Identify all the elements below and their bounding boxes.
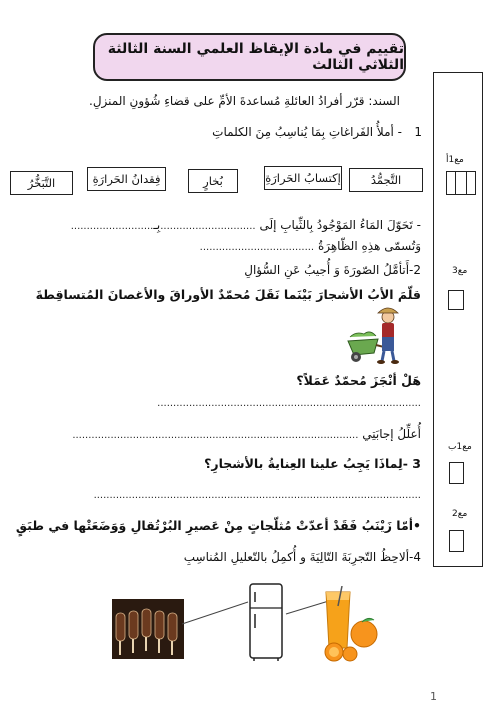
score-cell[interactable] [446, 171, 456, 195]
q1-sentence-1-start: - تَحَوّلَ المَاءُ المَوْجُودُ بِالثِّيابِ إلَى [259, 218, 421, 232]
q1-blank-3[interactable]: .................................... [199, 242, 315, 253]
connector-line [180, 598, 250, 628]
q4-scenario: •أمّا زَيْنَبُ فَقَدْ أعدّتْ مُثلّجاتٍ مِنْ عَصيرِ البُرْتُقالِ وَوَضَعَتْها في طبَقٍ [15, 518, 421, 533]
criterion-score-box-3[interactable] [448, 290, 464, 310]
q1-blank-1[interactable]: .............................. [160, 221, 256, 232]
q1-sentence-2 [200, 239, 421, 253]
q1-sentence-1 [71, 218, 421, 232]
q3-question: 3 -لِماذَا يَجِبُ علينا العِنايةُ بالأشجارِ؟ [204, 456, 421, 471]
q4-instruction: 4-ألاحِظُ التّجرِبَةَ التّالِيَةَ و أُكمِلُ بالتّعليلِ المُناسِبِ [183, 550, 421, 564]
q1-blank-2[interactable]: .......................... [70, 221, 154, 232]
q3-answer-line[interactable]: ....................................................................................................... [93, 490, 421, 501]
criterion-label-2: مع2 [452, 509, 468, 519]
q2-instruction: 2-أَتأمَّلُ الصّورَةَ وَ أُجيبُ عَنِ السُّؤالِ [244, 263, 421, 277]
word-box-2: إكتسابُ الحَرارَةِ [264, 166, 342, 190]
criterion-label-1a: مع1أ [446, 155, 464, 165]
q2-question: هَلْ أنْجَزَ مُحمّدٌ عَمَلاً؟ [296, 373, 421, 388]
page-title: تقييم في مادة الإيقاظ العلمي السنة الثالثة الثلاثي الثالث [107, 41, 404, 73]
score-cell[interactable] [466, 171, 476, 195]
orange-juice-image [312, 586, 382, 662]
q2-justify-row [72, 427, 421, 441]
word-box-3: بُخارٍ [188, 169, 238, 193]
context-text: السند: قرّر أفرادُ العائلةِ مُساعدةَ الأمِّ على قضاءِ شُؤونِ المنزلِ. [89, 94, 400, 108]
q1-sentence-1-mid: بِـ [153, 218, 161, 232]
chocolate-ice-pops-image [112, 599, 184, 659]
criterion-label-3: مع3 [452, 266, 468, 276]
gardener-wheelbarrow-image [342, 303, 406, 365]
title-box [93, 33, 406, 81]
score-cell[interactable] [456, 171, 466, 195]
q2-justify-line[interactable]: .......................................................................................... [72, 430, 359, 441]
q2-scenario: قلّمَ الأبُ الأشجارَ بَيْنَما نَقَلَ مُحمّدٌ الأوراقَ والأغصانَ المُتساقِطةَ [35, 287, 421, 302]
q2-justify-label: أُعلِّلُ إجابَتِي [362, 427, 421, 441]
page-number: 1 [430, 690, 437, 703]
criterion-score-box-2[interactable] [449, 530, 464, 552]
criterion-score-box-1b[interactable] [449, 462, 464, 484]
q1-sentence-2-start: وَتُسمّى هذِهِ الظّاهِرَةُ [317, 239, 421, 253]
criterion-label-1b: مع1ب [448, 442, 472, 452]
q1-instruction: - أملأُ الفَراغاتِ بِمَا يُناسِبُ مِنَ الكلماتِ [212, 125, 402, 139]
criterion-score-grid [446, 171, 476, 195]
q2-answer-line[interactable]: ................................................................................... [157, 398, 421, 409]
word-box-4: فِقدانُ الحَرارَةِ [87, 167, 166, 191]
word-box-5: التَّبَخُّرُ [10, 171, 73, 195]
word-box-1: التَّجمُّدُ [349, 168, 423, 192]
criteria-column [433, 72, 483, 567]
q1-number: 1 [414, 125, 422, 139]
refrigerator-icon [246, 582, 286, 662]
